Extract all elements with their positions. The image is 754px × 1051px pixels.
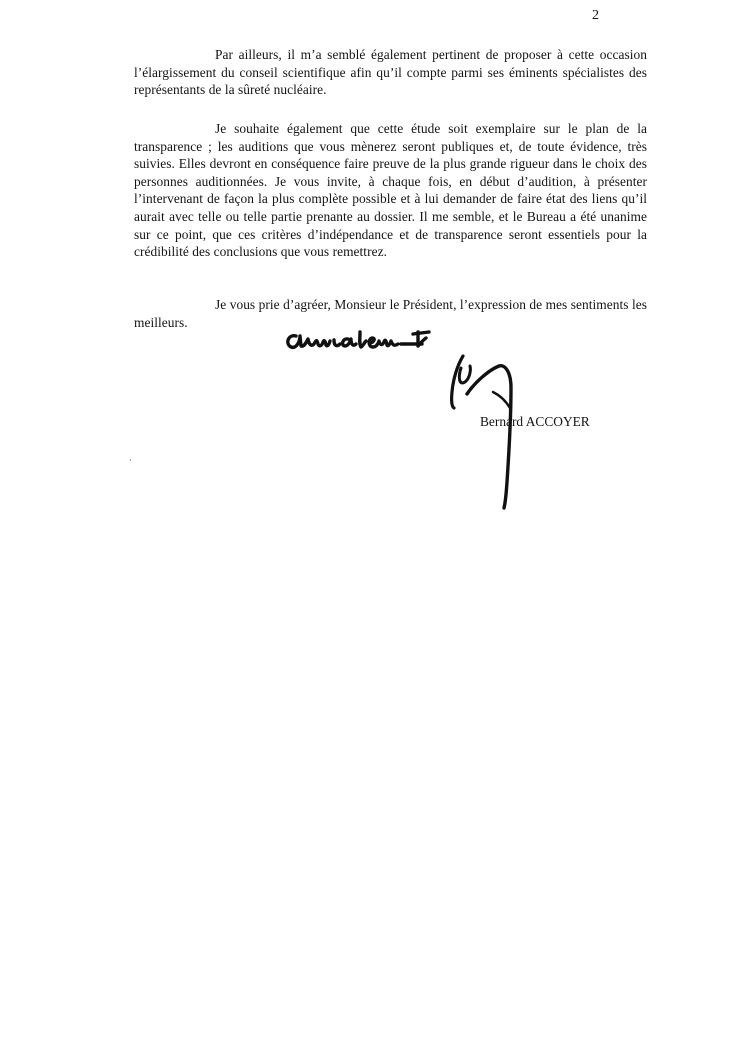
page-number: 2 <box>592 8 599 23</box>
handwritten-closing <box>282 324 442 354</box>
paragraph-closing-formula: Je vous prie d’agréer, Monsieur le Président, l’expression de mes sentiments les meilleurs. <box>134 297 647 330</box>
scan-speck <box>130 459 131 461</box>
signer-name: Bernard ACCOYER <box>480 414 590 429</box>
handwritten-signature <box>445 352 535 512</box>
paragraph-scientific-council: Par ailleurs, il m’a semblé également pertinent de proposer à cette occasion l’élargissement du conseil scientifique afin qu’il compte parmi ses éminents spécialistes des représentants de la sûreté nucléaire. <box>134 47 647 98</box>
paragraph-transparency: Je souhaite également que cette étude soit exemplaire sur le plan de la transparence ; les auditions que vous mènerez seront publiques et, de toute évidence, très suivies. Elles devront en conséquence faire preuve de la plus grande rigueur dans le choix des personnes auditionnées. Je vous invite, à chaque fois, en début d’audition, à présenter l’intervenant de façon la plus complète possible et à lui demander de faire état des liens qu’il aurait avec telle ou telle partie prenante au dossier. Il me semble, et le Bureau a été unanime sur ce point, que ces critères d’indépendance et de transparence seront essentiels pour la crédibilité des conclusions que vous remettrez. <box>134 121 647 260</box>
